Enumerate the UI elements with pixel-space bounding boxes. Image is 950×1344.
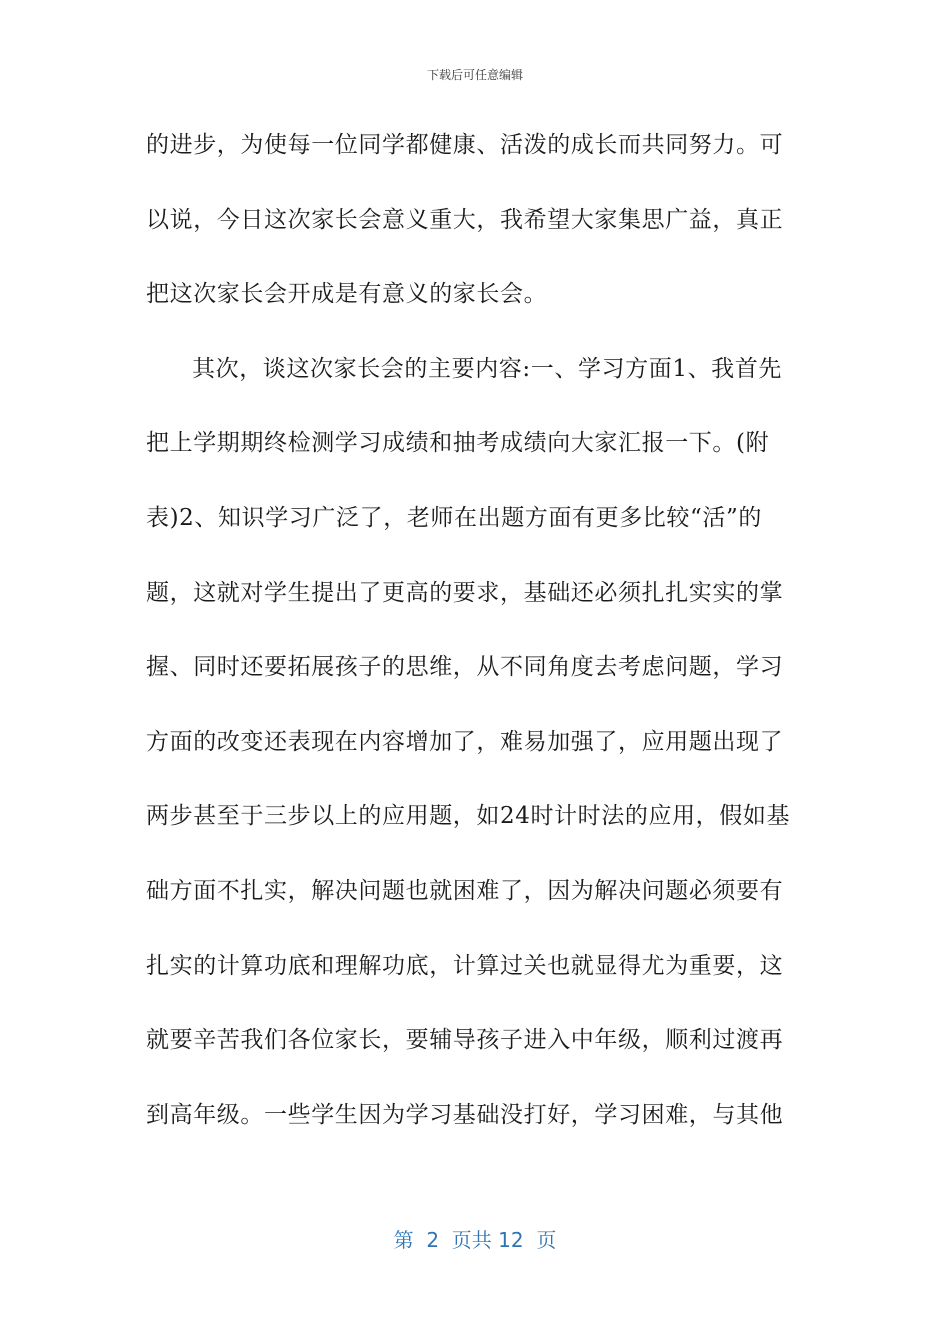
text-line: 就要辛苦我们各位家长，要辅导孩子进入中年级，顺利过渡再: [146, 1027, 784, 1054]
text-line: 题，这就对学生提出了更高的要求，基础还必须扎扎实实的掌: [146, 579, 784, 606]
text-line: 扎实的计算功底和理解功底，计算过关也就显得尤为重要，这: [146, 952, 784, 979]
text-line: 的进步，为使每一位同学都健康、活泼的成长而共同努力。可: [146, 132, 784, 158]
page-header: 下载后可任意编辑: [426, 68, 523, 82]
document-body: [146, 120, 806, 1164]
text-line: 以说，今日这次家长会意义重大，我希望大家集思广益，真正: [146, 206, 784, 233]
text-line: 把这次家长会开成是有意义的家长会。: [146, 281, 548, 308]
text-line: 到高年级。一些学生因为学习基础没打好，学习困难，与其他: [146, 1101, 784, 1128]
paragraph-start-line: 其次，谈这次家长会的主要内容:一、学习方面1、我首先: [192, 355, 782, 382]
text-line: 表)2、知识学习广泛了，老师在出题方面有更多比较“活”的: [146, 504, 762, 531]
text-line: 础方面不扎实，解决问题也就困难了，因为解决问题必须要有: [146, 877, 784, 904]
page-number-footer: 第 2 页共 12 页: [393, 1228, 557, 1252]
text-line: 把上学期期终检测学习成绩和抽考成绩向大家汇报一下。(附: [146, 430, 770, 457]
text-line: 两步甚至于三步以上的应用题，如24时计时法的应用，假如基: [146, 803, 791, 830]
text-line: 方面的改变还表现在内容增加了，难易加强了，应用题出现了: [146, 728, 784, 755]
text-line: 握、同时还要拓展孩子的思维，从不同角度去考虑问题，学习: [146, 654, 784, 681]
